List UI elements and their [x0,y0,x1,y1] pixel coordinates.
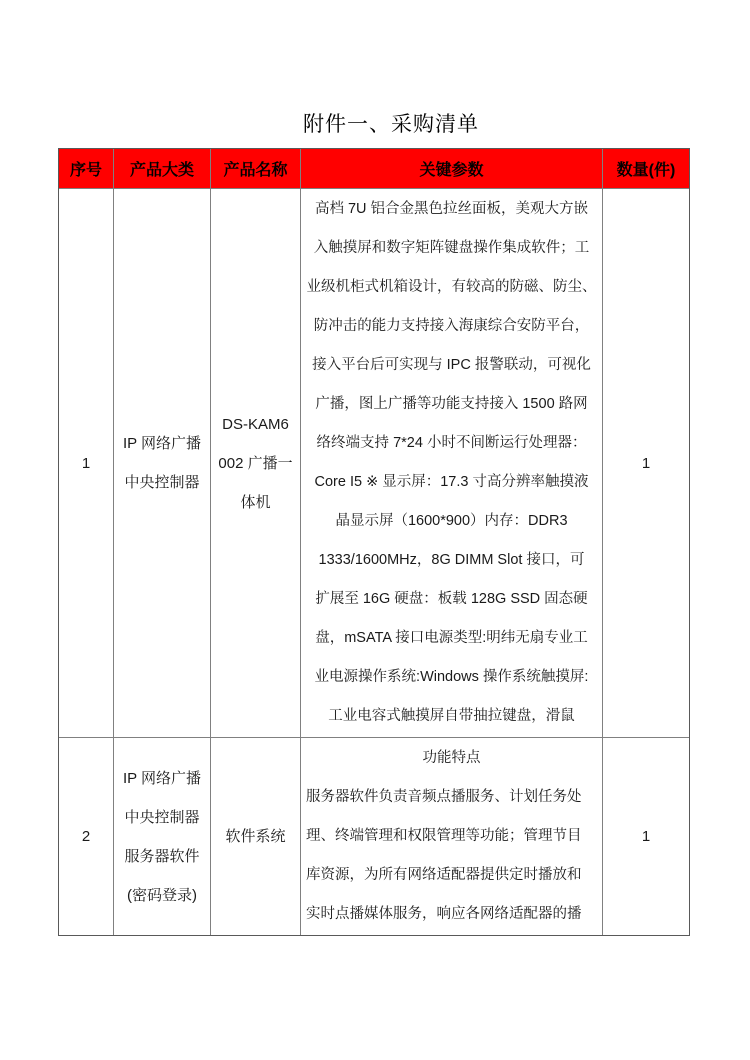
text-line: 服务器软件负责音频点播服务、计划任务处 [306,789,582,805]
text-line: 接入平台后可实现与 IPC 报警联动，可视化 [312,357,591,373]
row2-serial-number: 2 [59,738,114,935]
row1-key-parameters [301,189,603,738]
header-cell-quantity: 数量(件) [603,149,689,189]
text-line: IP 网络广播 [122,435,202,452]
text-line: 工业电容式触摸屏自带抽拉键盘，滑鼠 [328,708,575,724]
text-line: 广播，图上广播等功能支持接入 1500 路网 [315,396,588,412]
text-line: 服务器软件 [124,847,200,865]
row2-product-category [114,738,211,935]
text-line: 晶显示屏（1600*900）内存：DDR3 [335,513,568,529]
document-title: 附件一、采购清单 [303,112,479,136]
row1-product-name [211,189,301,738]
text-line: 高档 7U 铝合金黑色拉丝面板，美观大方嵌 [314,201,589,217]
procurement-table [58,148,690,936]
text-line: Core I5 ※ 显示屏：17.3 寸高分辨率触摸液 [314,474,589,490]
header-cell-product-category: 产品大类 [114,149,211,189]
row1-serial-number: 1 [59,189,114,738]
row2-product-name [211,738,301,935]
text-line: 业级机柜式机箱设计，有较高的防磁、防尘、 [306,279,597,295]
text-line: DS-KAM6 [222,415,289,433]
text-line: 入触摸屏和数字矩阵键盘操作集成软件；工 [313,240,590,256]
header-cell-product-name: 产品名称 [211,149,301,189]
header-cell-serial-number: 序号 [59,149,114,189]
text-line: 中央控制器 [124,808,200,826]
text-line: 防冲击的能力支持接入海康综合安防平台， [313,318,590,334]
text-line: 体机 [240,493,271,511]
text-line: 盘，mSATA 接口电源类型:明纬无扇专业工 [315,630,588,646]
text-line: 理、终端管理和权限管理等功能；管理节目 [306,828,582,844]
row1-product-category [114,189,211,738]
text-line: 络终端支持 7*24 小时不间断运行处理器： [316,435,587,451]
header-cell-key-parameters: 关键参数 [301,149,603,189]
row2-key-parameters [301,738,603,935]
text-line: IP 网络广播 [122,769,202,787]
row2-quantity: 1 [641,828,651,845]
text-line: 实时点播媒体服务，响应各网络适配器的播 [306,906,582,922]
text-line: 业电源操作系统:Windows 操作系统触摸屏: [314,669,589,685]
text-line: 扩展至 16G 硬盘：板载 128G SSD 固态硬 [315,591,588,607]
text-line: 1333/1600MHz，8G DIMM Slot 接口，可 [318,552,585,568]
row1-quantity: 1 [603,189,689,738]
text-line: 002 广播一 [218,454,293,472]
text-line: 库资源，为所有网络适配器提供定时播放和 [306,867,582,883]
text-line: 软件系统 [225,828,286,845]
text-line: 中央控制器 [124,474,200,491]
text-line: (密码登录) [127,886,197,904]
text-line: 功能特点 [422,750,481,766]
